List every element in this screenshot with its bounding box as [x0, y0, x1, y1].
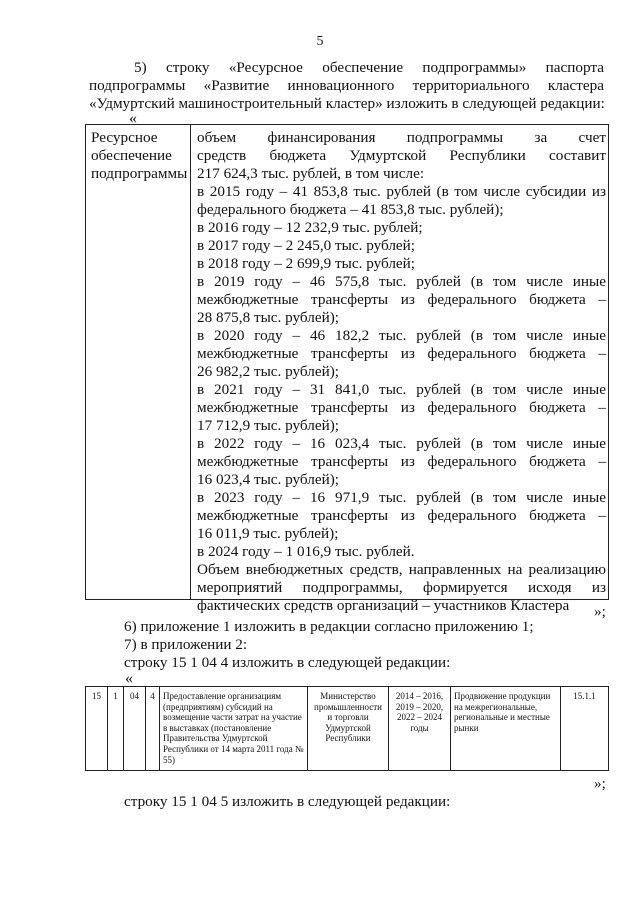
cell-code-04: 04 [124, 687, 146, 770]
resource-table [85, 124, 609, 614]
resource-line: средств бюджета Удмуртской Республики составит [197, 147, 606, 164]
intro-line-2-word: «Развитие [203, 77, 270, 94]
quote-open-2: « [125, 670, 133, 687]
intro-line-1-word: подпрограммы» [422, 59, 527, 76]
intro-line-1-word: 5) [134, 59, 147, 76]
resource-line: федерального бюджета – 41 853,8 тыс. рублей); [197, 201, 504, 218]
cell-code-4: 4 [146, 687, 160, 770]
resource-line: в 2019 году – 46 575,8 тыс. рублей (в том числе иные [197, 273, 606, 290]
resource-line: в 2021 году – 31 841,0 тыс. рублей (в том числе иные [197, 381, 606, 398]
resource-line: 217 624,3 тыс. рублей, в том числе: [197, 165, 425, 182]
resource-line: 16 011,9 тыс. рублей); [197, 525, 339, 542]
intro-line-1-word: «Ресурсное [228, 59, 303, 76]
intro-line-1-word: обеспечение [322, 59, 404, 76]
quote-close-1: »; [594, 603, 606, 620]
resource-line: в 2018 году – 2 699,9 тыс. рублей; [197, 255, 415, 272]
resource-line: межбюджетные трансферты из федерального бюджета – [197, 399, 606, 416]
intro-line-2 [89, 77, 604, 95]
cell-measure-name: Предоставление организациям (предприятиям) субсидий на возмещение части затрат на участие в выставках (постановление Правительства Удмуртской Республики от 14 марта 2011 года № 55) [160, 687, 308, 770]
resource-table-divider [190, 125, 191, 599]
resource-line: межбюджетные трансферты из федерального бюджета – [197, 507, 606, 524]
resource-line: межбюджетные трансферты из федерального бюджета – [197, 345, 606, 362]
intro-line-1-word: строку [165, 59, 210, 76]
page-number: 5 [316, 34, 324, 49]
cell-code-15: 15 [86, 687, 108, 770]
resource-line: в 2023 году – 16 971,9 тыс. рублей (в том числе иные [197, 489, 606, 506]
intro-line-3: «Удмуртский машиностроительный кластер» изложить в следующей редакции: [89, 95, 605, 112]
resource-line: Объем внебюджетных средств, направленных на реализацию [197, 561, 606, 578]
intro-line-2-word: подпрограммы [89, 77, 186, 94]
resource-line: объем финансирования подпрограммы за счет [197, 129, 606, 146]
cell-years: 2014 – 2016, 2019 – 2020, 2022 – 2024 годы [389, 687, 451, 770]
subsidy-row-table [85, 686, 609, 771]
cell-indicator: 15.1.1 [573, 691, 596, 701]
resource-line: межбюджетные трансферты из федерального бюджета – [197, 291, 606, 308]
cell-code-1: 1 [108, 687, 124, 770]
resource-line: в 2022 году – 16 023,4 тыс. рублей (в том числе иные [197, 435, 606, 452]
intro-line-2-word: территориального [412, 77, 530, 94]
resource-line: в 2015 году – 41 853,8 тыс. рублей (в том числе субсидии из [197, 183, 606, 200]
resource-table-body [197, 129, 606, 615]
resource-line: 28 875,8 тыс. рублей); [197, 309, 339, 326]
quote-open-1: « [129, 110, 137, 127]
resource-label-line: Ресурсное [91, 129, 158, 146]
quote-close-2: »; [594, 775, 606, 792]
resource-line: мероприятий подпрограммы, формируется исходя из [197, 579, 606, 596]
row-instruction-2: строку 15 1 04 5 изложить в следующей редакции: [124, 793, 451, 810]
intro-line-2-word: инновационного [287, 77, 395, 94]
resource-line: в 2020 году – 46 182,2 тыс. рублей (в том числе иные [197, 327, 606, 344]
cell-result: Продвижение продукции на межрегиональные, региональные и местные рынки [451, 687, 561, 770]
resource-line: в 2016 году – 12 232,9 тыс. рублей; [197, 219, 423, 236]
resource-line: межбюджетные трансферты из федерального бюджета – [197, 453, 606, 470]
intro-line-2-word: кластера [547, 77, 604, 94]
resource-line: в 2017 году – 2 245,0 тыс. рублей; [197, 237, 415, 254]
resource-line: 26 982,2 тыс. рублей); [197, 363, 339, 380]
resource-line: в 2024 году – 1 016,9 тыс. рублей. [197, 543, 415, 560]
intro-line-1-word: паспорта [545, 59, 604, 76]
item-6: 6) приложение 1 изложить в редакции согласно приложению 1; [124, 618, 534, 635]
resource-table-label [91, 129, 187, 183]
resource-label-line: подпрограммы [91, 165, 188, 182]
resource-label-line: обеспечение [91, 147, 172, 164]
resource-line: фактических средств организаций – участников Кластера [197, 597, 570, 614]
item-7: 7) в приложении 2: [124, 636, 248, 653]
intro-line-1 [134, 59, 604, 77]
cell-executor: Министерство промышленности и торговли Удмуртской Республики [308, 687, 389, 770]
resource-line: 17 712,9 тыс. рублей); [197, 417, 339, 434]
resource-line: 16 023,4 тыс. рублей); [197, 471, 339, 488]
row-instruction-1: строку 15 1 04 4 изложить в следующей редакции: [124, 654, 451, 671]
